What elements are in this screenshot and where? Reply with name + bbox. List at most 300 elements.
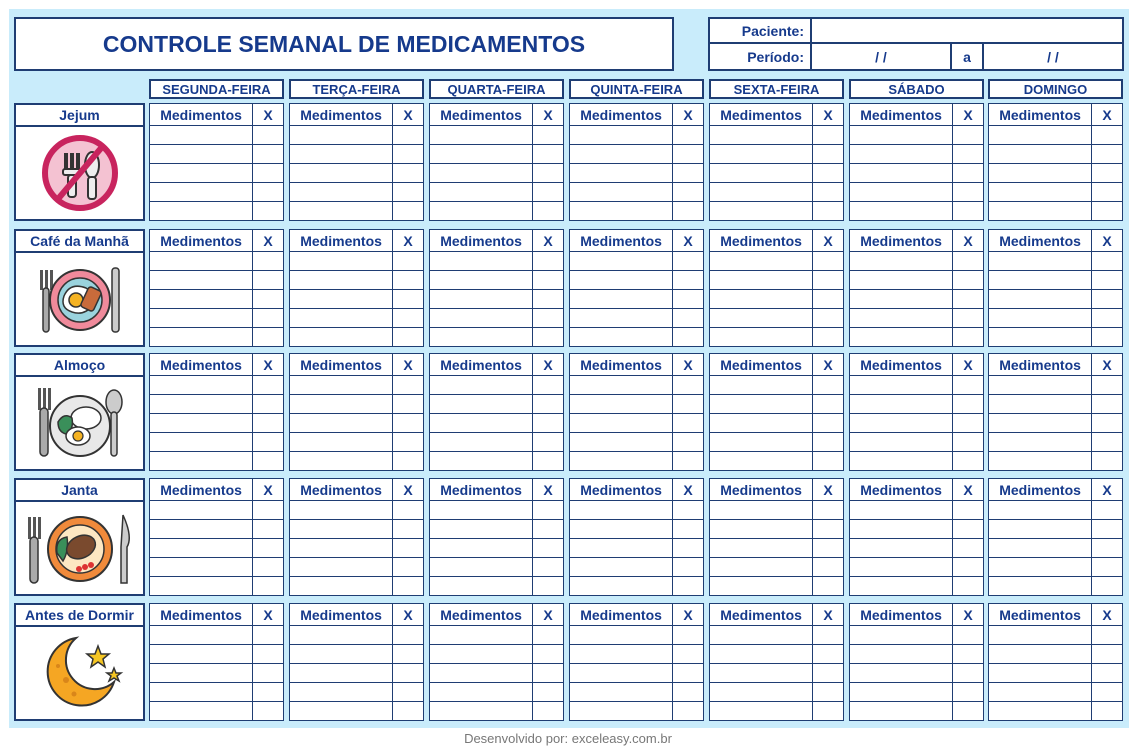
medication-cell[interactable] <box>850 433 953 452</box>
medication-cell[interactable] <box>570 664 673 683</box>
check-cell[interactable] <box>953 328 984 347</box>
medication-cell[interactable] <box>710 376 813 395</box>
check-cell[interactable] <box>533 202 564 221</box>
medication-cell[interactable] <box>850 539 953 558</box>
medication-cell[interactable] <box>710 539 813 558</box>
medication-cell[interactable] <box>150 558 253 577</box>
check-cell[interactable] <box>673 433 704 452</box>
medication-cell[interactable] <box>290 252 393 271</box>
check-cell[interactable] <box>813 126 844 145</box>
check-cell[interactable] <box>533 126 564 145</box>
check-cell[interactable] <box>533 558 564 577</box>
check-cell[interactable] <box>253 395 284 414</box>
medication-cell[interactable] <box>430 395 533 414</box>
medication-cell[interactable] <box>570 145 673 164</box>
check-cell[interactable] <box>533 271 564 290</box>
medication-cell[interactable] <box>150 626 253 645</box>
check-cell[interactable] <box>813 183 844 202</box>
check-cell[interactable] <box>393 501 424 520</box>
check-cell[interactable] <box>533 501 564 520</box>
check-cell[interactable] <box>673 626 704 645</box>
medication-cell[interactable] <box>430 145 533 164</box>
medication-cell[interactable] <box>989 183 1092 202</box>
medication-cell[interactable] <box>570 539 673 558</box>
medication-cell[interactable] <box>850 145 953 164</box>
check-cell[interactable] <box>1092 702 1123 721</box>
medication-cell[interactable] <box>710 683 813 702</box>
medication-cell[interactable] <box>710 702 813 721</box>
check-cell[interactable] <box>1092 309 1123 328</box>
check-cell[interactable] <box>953 395 984 414</box>
medication-cell[interactable] <box>430 414 533 433</box>
medication-cell[interactable] <box>430 309 533 328</box>
medication-cell[interactable] <box>850 683 953 702</box>
medication-cell[interactable] <box>570 414 673 433</box>
medication-cell[interactable] <box>150 702 253 721</box>
check-cell[interactable] <box>813 626 844 645</box>
medication-cell[interactable] <box>710 626 813 645</box>
medication-cell[interactable] <box>150 395 253 414</box>
check-cell[interactable] <box>1092 645 1123 664</box>
check-cell[interactable] <box>673 376 704 395</box>
check-cell[interactable] <box>813 395 844 414</box>
medication-cell[interactable] <box>290 126 393 145</box>
medication-cell[interactable] <box>989 577 1092 596</box>
check-cell[interactable] <box>533 328 564 347</box>
medication-cell[interactable] <box>710 664 813 683</box>
check-cell[interactable] <box>1092 328 1123 347</box>
medication-cell[interactable] <box>570 395 673 414</box>
medication-cell[interactable] <box>989 626 1092 645</box>
medication-cell[interactable] <box>290 558 393 577</box>
medication-cell[interactable] <box>570 376 673 395</box>
check-cell[interactable] <box>673 414 704 433</box>
medication-cell[interactable] <box>710 271 813 290</box>
check-cell[interactable] <box>1092 433 1123 452</box>
medication-cell[interactable] <box>150 664 253 683</box>
medication-cell[interactable] <box>710 309 813 328</box>
medication-cell[interactable] <box>989 309 1092 328</box>
check-cell[interactable] <box>393 452 424 471</box>
check-cell[interactable] <box>393 290 424 309</box>
check-cell[interactable] <box>1092 664 1123 683</box>
medication-cell[interactable] <box>710 577 813 596</box>
medication-cell[interactable] <box>710 126 813 145</box>
check-cell[interactable] <box>393 683 424 702</box>
check-cell[interactable] <box>953 376 984 395</box>
medication-cell[interactable] <box>710 395 813 414</box>
medication-cell[interactable] <box>290 577 393 596</box>
medication-cell[interactable] <box>150 683 253 702</box>
medication-cell[interactable] <box>570 683 673 702</box>
check-cell[interactable] <box>673 328 704 347</box>
check-cell[interactable] <box>533 645 564 664</box>
check-cell[interactable] <box>673 126 704 145</box>
check-cell[interactable] <box>253 539 284 558</box>
check-cell[interactable] <box>673 664 704 683</box>
medication-cell[interactable] <box>850 183 953 202</box>
check-cell[interactable] <box>393 328 424 347</box>
check-cell[interactable] <box>813 376 844 395</box>
check-cell[interactable] <box>953 664 984 683</box>
medication-cell[interactable] <box>710 433 813 452</box>
check-cell[interactable] <box>253 414 284 433</box>
medication-cell[interactable] <box>290 520 393 539</box>
check-cell[interactable] <box>813 702 844 721</box>
medication-cell[interactable] <box>710 501 813 520</box>
medication-cell[interactable] <box>290 202 393 221</box>
check-cell[interactable] <box>953 539 984 558</box>
medication-cell[interactable] <box>290 183 393 202</box>
check-cell[interactable] <box>533 309 564 328</box>
medication-cell[interactable] <box>430 126 533 145</box>
check-cell[interactable] <box>253 145 284 164</box>
medication-cell[interactable] <box>850 395 953 414</box>
check-cell[interactable] <box>1092 452 1123 471</box>
check-cell[interactable] <box>673 395 704 414</box>
check-cell[interactable] <box>673 558 704 577</box>
check-cell[interactable] <box>253 309 284 328</box>
check-cell[interactable] <box>1092 183 1123 202</box>
check-cell[interactable] <box>813 645 844 664</box>
check-cell[interactable] <box>953 126 984 145</box>
check-cell[interactable] <box>533 164 564 183</box>
medication-cell[interactable] <box>150 126 253 145</box>
medication-cell[interactable] <box>570 183 673 202</box>
check-cell[interactable] <box>673 183 704 202</box>
medication-cell[interactable] <box>430 626 533 645</box>
medication-cell[interactable] <box>150 376 253 395</box>
check-cell[interactable] <box>393 433 424 452</box>
medication-cell[interactable] <box>989 252 1092 271</box>
medication-cell[interactable] <box>989 376 1092 395</box>
medication-cell[interactable] <box>290 395 393 414</box>
medication-cell[interactable] <box>290 433 393 452</box>
medication-cell[interactable] <box>570 626 673 645</box>
check-cell[interactable] <box>673 520 704 539</box>
check-cell[interactable] <box>393 626 424 645</box>
medication-cell[interactable] <box>150 539 253 558</box>
medication-cell[interactable] <box>989 414 1092 433</box>
check-cell[interactable] <box>953 271 984 290</box>
medication-cell[interactable] <box>570 328 673 347</box>
check-cell[interactable] <box>253 328 284 347</box>
medication-cell[interactable] <box>570 126 673 145</box>
medication-cell[interactable] <box>570 271 673 290</box>
medication-cell[interactable] <box>710 202 813 221</box>
check-cell[interactable] <box>673 645 704 664</box>
medication-cell[interactable] <box>290 626 393 645</box>
medication-cell[interactable] <box>710 520 813 539</box>
check-cell[interactable] <box>673 539 704 558</box>
check-cell[interactable] <box>673 702 704 721</box>
medication-cell[interactable] <box>570 452 673 471</box>
medication-cell[interactable] <box>290 271 393 290</box>
medication-cell[interactable] <box>989 164 1092 183</box>
check-cell[interactable] <box>253 702 284 721</box>
medication-cell[interactable] <box>850 558 953 577</box>
patient-field[interactable] <box>812 19 1122 44</box>
medication-cell[interactable] <box>150 309 253 328</box>
check-cell[interactable] <box>393 520 424 539</box>
medication-cell[interactable] <box>290 309 393 328</box>
check-cell[interactable] <box>253 501 284 520</box>
check-cell[interactable] <box>533 433 564 452</box>
check-cell[interactable] <box>813 558 844 577</box>
check-cell[interactable] <box>813 683 844 702</box>
medication-cell[interactable] <box>850 376 953 395</box>
check-cell[interactable] <box>953 145 984 164</box>
medication-cell[interactable] <box>570 645 673 664</box>
medication-cell[interactable] <box>150 271 253 290</box>
medication-cell[interactable] <box>989 520 1092 539</box>
check-cell[interactable] <box>1092 414 1123 433</box>
check-cell[interactable] <box>1092 145 1123 164</box>
medication-cell[interactable] <box>710 328 813 347</box>
medication-cell[interactable] <box>430 376 533 395</box>
check-cell[interactable] <box>673 145 704 164</box>
check-cell[interactable] <box>813 252 844 271</box>
check-cell[interactable] <box>673 501 704 520</box>
medication-cell[interactable] <box>850 452 953 471</box>
medication-cell[interactable] <box>430 702 533 721</box>
medication-cell[interactable] <box>710 558 813 577</box>
check-cell[interactable] <box>1092 577 1123 596</box>
medication-cell[interactable] <box>150 414 253 433</box>
medication-cell[interactable] <box>850 290 953 309</box>
medication-cell[interactable] <box>150 577 253 596</box>
medication-cell[interactable] <box>850 309 953 328</box>
check-cell[interactable] <box>253 290 284 309</box>
check-cell[interactable] <box>393 183 424 202</box>
medication-cell[interactable] <box>290 683 393 702</box>
check-cell[interactable] <box>673 164 704 183</box>
medication-cell[interactable] <box>150 252 253 271</box>
check-cell[interactable] <box>673 252 704 271</box>
medication-cell[interactable] <box>290 452 393 471</box>
medication-cell[interactable] <box>430 433 533 452</box>
medication-cell[interactable] <box>989 452 1092 471</box>
check-cell[interactable] <box>1092 558 1123 577</box>
medication-cell[interactable] <box>989 539 1092 558</box>
medication-cell[interactable] <box>150 328 253 347</box>
medication-cell[interactable] <box>989 702 1092 721</box>
check-cell[interactable] <box>813 271 844 290</box>
check-cell[interactable] <box>533 145 564 164</box>
check-cell[interactable] <box>533 626 564 645</box>
check-cell[interactable] <box>533 414 564 433</box>
check-cell[interactable] <box>673 577 704 596</box>
check-cell[interactable] <box>253 126 284 145</box>
check-cell[interactable] <box>813 164 844 183</box>
medication-cell[interactable] <box>850 664 953 683</box>
check-cell[interactable] <box>953 683 984 702</box>
medication-cell[interactable] <box>710 252 813 271</box>
medication-cell[interactable] <box>989 395 1092 414</box>
medication-cell[interactable] <box>989 433 1092 452</box>
medication-cell[interactable] <box>570 290 673 309</box>
medication-cell[interactable] <box>850 252 953 271</box>
check-cell[interactable] <box>953 452 984 471</box>
medication-cell[interactable] <box>710 452 813 471</box>
medication-cell[interactable] <box>989 126 1092 145</box>
medication-cell[interactable] <box>989 271 1092 290</box>
check-cell[interactable] <box>533 290 564 309</box>
check-cell[interactable] <box>953 577 984 596</box>
medication-cell[interactable] <box>710 290 813 309</box>
medication-cell[interactable] <box>430 252 533 271</box>
check-cell[interactable] <box>673 309 704 328</box>
check-cell[interactable] <box>533 520 564 539</box>
check-cell[interactable] <box>253 271 284 290</box>
check-cell[interactable] <box>953 309 984 328</box>
check-cell[interactable] <box>813 309 844 328</box>
check-cell[interactable] <box>813 145 844 164</box>
medication-cell[interactable] <box>150 433 253 452</box>
check-cell[interactable] <box>393 202 424 221</box>
medication-cell[interactable] <box>430 664 533 683</box>
check-cell[interactable] <box>953 626 984 645</box>
check-cell[interactable] <box>673 202 704 221</box>
medication-cell[interactable] <box>989 645 1092 664</box>
check-cell[interactable] <box>813 664 844 683</box>
check-cell[interactable] <box>1092 164 1123 183</box>
check-cell[interactable] <box>953 414 984 433</box>
check-cell[interactable] <box>1092 520 1123 539</box>
medication-cell[interactable] <box>989 558 1092 577</box>
check-cell[interactable] <box>393 271 424 290</box>
medication-cell[interactable] <box>290 664 393 683</box>
medication-cell[interactable] <box>570 252 673 271</box>
check-cell[interactable] <box>253 520 284 539</box>
medication-cell[interactable] <box>989 328 1092 347</box>
check-cell[interactable] <box>253 626 284 645</box>
medication-cell[interactable] <box>850 271 953 290</box>
medication-cell[interactable] <box>570 309 673 328</box>
medication-cell[interactable] <box>150 164 253 183</box>
medication-cell[interactable] <box>989 664 1092 683</box>
check-cell[interactable] <box>953 252 984 271</box>
check-cell[interactable] <box>813 290 844 309</box>
check-cell[interactable] <box>953 702 984 721</box>
check-cell[interactable] <box>953 645 984 664</box>
check-cell[interactable] <box>1092 126 1123 145</box>
check-cell[interactable] <box>253 645 284 664</box>
medication-cell[interactable] <box>150 290 253 309</box>
medication-cell[interactable] <box>710 414 813 433</box>
check-cell[interactable] <box>393 126 424 145</box>
check-cell[interactable] <box>813 414 844 433</box>
check-cell[interactable] <box>253 164 284 183</box>
medication-cell[interactable] <box>850 126 953 145</box>
check-cell[interactable] <box>953 290 984 309</box>
check-cell[interactable] <box>813 520 844 539</box>
medication-cell[interactable] <box>430 520 533 539</box>
check-cell[interactable] <box>533 683 564 702</box>
check-cell[interactable] <box>253 433 284 452</box>
medication-cell[interactable] <box>850 501 953 520</box>
medication-cell[interactable] <box>989 683 1092 702</box>
check-cell[interactable] <box>813 452 844 471</box>
check-cell[interactable] <box>813 328 844 347</box>
check-cell[interactable] <box>533 376 564 395</box>
medication-cell[interactable] <box>430 328 533 347</box>
check-cell[interactable] <box>253 577 284 596</box>
check-cell[interactable] <box>533 183 564 202</box>
check-cell[interactable] <box>533 577 564 596</box>
medication-cell[interactable] <box>710 183 813 202</box>
check-cell[interactable] <box>673 683 704 702</box>
medication-cell[interactable] <box>150 452 253 471</box>
check-cell[interactable] <box>253 683 284 702</box>
check-cell[interactable] <box>1092 290 1123 309</box>
medication-cell[interactable] <box>570 558 673 577</box>
medication-cell[interactable] <box>850 164 953 183</box>
period-start-field[interactable]: / / <box>812 44 952 69</box>
medication-cell[interactable] <box>290 376 393 395</box>
check-cell[interactable] <box>953 433 984 452</box>
period-end-field[interactable]: / / <box>1047 48 1059 65</box>
medication-cell[interactable] <box>430 164 533 183</box>
check-cell[interactable] <box>393 164 424 183</box>
check-cell[interactable] <box>1092 271 1123 290</box>
check-cell[interactable] <box>1092 683 1123 702</box>
check-cell[interactable] <box>1092 202 1123 221</box>
medication-cell[interactable] <box>150 501 253 520</box>
medication-cell[interactable] <box>290 702 393 721</box>
check-cell[interactable] <box>393 309 424 328</box>
check-cell[interactable] <box>1092 395 1123 414</box>
medication-cell[interactable] <box>989 501 1092 520</box>
check-cell[interactable] <box>813 577 844 596</box>
check-cell[interactable] <box>393 539 424 558</box>
medication-cell[interactable] <box>570 164 673 183</box>
medication-cell[interactable] <box>290 414 393 433</box>
medication-cell[interactable] <box>850 202 953 221</box>
check-cell[interactable] <box>393 645 424 664</box>
check-cell[interactable] <box>813 202 844 221</box>
medication-cell[interactable] <box>430 577 533 596</box>
check-cell[interactable] <box>533 664 564 683</box>
medication-cell[interactable] <box>430 539 533 558</box>
medication-cell[interactable] <box>989 145 1092 164</box>
check-cell[interactable] <box>393 376 424 395</box>
check-cell[interactable] <box>533 252 564 271</box>
medication-cell[interactable] <box>989 202 1092 221</box>
medication-cell[interactable] <box>290 145 393 164</box>
medication-cell[interactable] <box>570 501 673 520</box>
check-cell[interactable] <box>1092 252 1123 271</box>
check-cell[interactable] <box>533 702 564 721</box>
medication-cell[interactable] <box>710 145 813 164</box>
medication-cell[interactable] <box>710 645 813 664</box>
medication-cell[interactable] <box>989 290 1092 309</box>
check-cell[interactable] <box>1092 626 1123 645</box>
check-cell[interactable] <box>393 702 424 721</box>
check-cell[interactable] <box>673 452 704 471</box>
check-cell[interactable] <box>393 577 424 596</box>
check-cell[interactable] <box>253 183 284 202</box>
medication-cell[interactable] <box>430 645 533 664</box>
medication-cell[interactable] <box>430 452 533 471</box>
check-cell[interactable] <box>813 501 844 520</box>
check-cell[interactable] <box>393 414 424 433</box>
medication-cell[interactable] <box>430 290 533 309</box>
medication-cell[interactable] <box>150 145 253 164</box>
medication-cell[interactable] <box>570 577 673 596</box>
check-cell[interactable] <box>673 271 704 290</box>
medication-cell[interactable] <box>850 577 953 596</box>
